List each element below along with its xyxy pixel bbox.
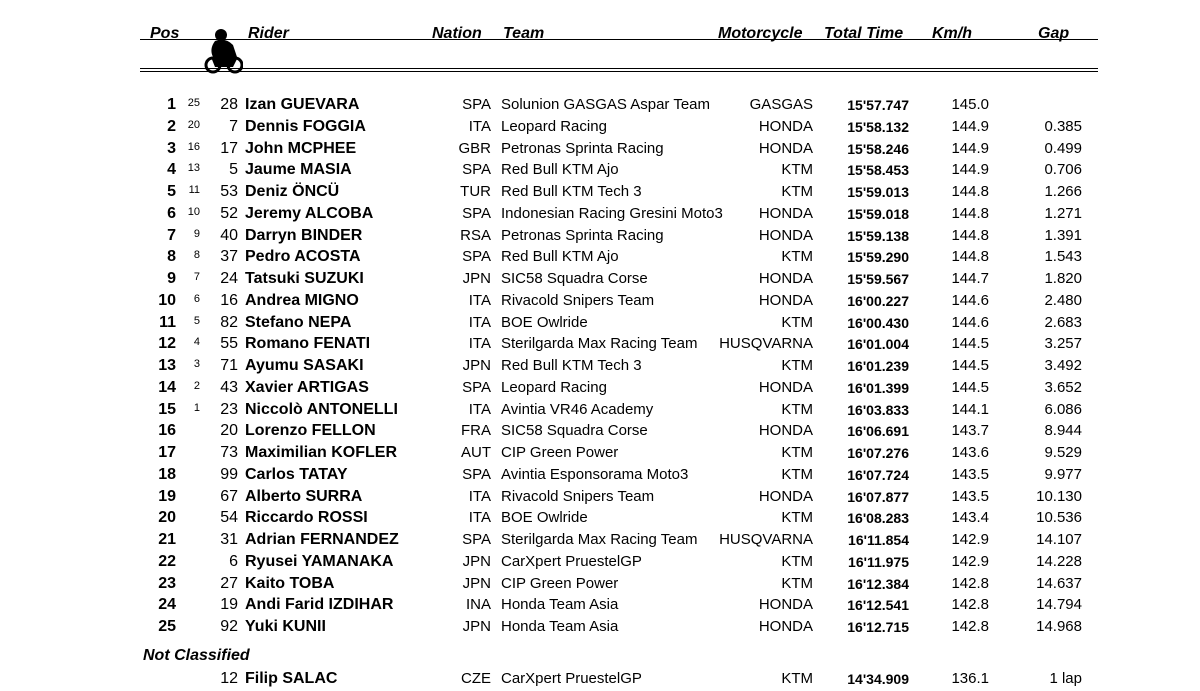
points-cell: 11: [188, 184, 200, 196]
motorcycle-cell: HONDA: [758, 422, 813, 440]
rider-cell: Izan GUEVARA: [245, 96, 360, 113]
header-total-time: Total Time: [824, 25, 904, 42]
table-row: [0, 443, 1200, 465]
rider-cell: Niccolò ANTONELLI: [245, 400, 398, 418]
header-motorcycle: Motorcycle: [718, 25, 803, 42]
motorcycle-cell: HONDA: [758, 226, 813, 244]
nation-cell: INA: [465, 596, 491, 614]
total-time-cell: 16'01.399: [847, 379, 909, 396]
number-cell: 5: [229, 161, 238, 179]
table-row: [0, 356, 1200, 378]
gap-cell: 6.086: [1044, 400, 1082, 418]
motorcycle-cell: HUSQVARNA: [719, 531, 813, 548]
header-team: Team: [503, 25, 545, 42]
rider-cell: Jaume MASIA: [245, 161, 352, 179]
nation-cell: GBR: [458, 139, 491, 157]
table-row: [0, 617, 1200, 639]
gap-cell: 14.794: [1036, 596, 1082, 614]
nation-cell: SPA: [462, 248, 491, 266]
total-time-cell: 16'00.430: [847, 314, 909, 331]
team-cell: Honda Team Asia: [501, 596, 619, 614]
number-cell: 12: [220, 670, 238, 687]
team-cell: Red Bull KTM Ajo: [501, 161, 619, 179]
rider-cell: Darryn BINDER: [245, 226, 363, 244]
gap-cell: 9.977: [1044, 465, 1082, 483]
number-cell: 31: [220, 531, 238, 548]
motorcycle-cell: HONDA: [758, 204, 813, 222]
number-cell: 6: [229, 552, 238, 570]
header-bottom-rule-2: [140, 71, 1098, 72]
team-cell: Red Bull KTM Ajo: [501, 248, 619, 266]
points-cell: 25: [187, 97, 200, 109]
nation-cell: TUR: [460, 183, 491, 200]
team-cell: Red Bull KTM Tech 3: [501, 183, 642, 200]
gap-cell: 2.683: [1044, 313, 1082, 331]
team-cell: Avintia VR46 Academy: [501, 400, 654, 418]
gap-cell: 0.706: [1044, 161, 1082, 179]
header-bottom-rule: [140, 68, 1098, 69]
gap-cell: 3.492: [1044, 357, 1082, 374]
nation-cell: ITA: [468, 313, 491, 331]
rider-cell: Xavier ARTIGAS: [245, 378, 369, 396]
table-row: [0, 400, 1200, 422]
rider-cell: Filip SALAC: [245, 670, 338, 687]
rider-cell: Kaito TOBA: [245, 574, 335, 592]
pos-cell: 4: [167, 161, 176, 179]
kmh-cell: 144.8: [951, 183, 989, 200]
table-row: [0, 117, 1200, 139]
motorcycle-cell: HONDA: [758, 291, 813, 309]
kmh-cell: 144.5: [951, 378, 989, 396]
table-row: [0, 313, 1200, 335]
results-header: [0, 22, 1200, 48]
kmh-cell: 144.7: [951, 270, 989, 287]
nation-cell: ITA: [468, 335, 491, 353]
not-classified-label: Not Classified: [143, 647, 250, 664]
gap-cell: 1.391: [1044, 226, 1082, 244]
table-row: [0, 574, 1200, 596]
nation-cell: ITA: [468, 400, 491, 418]
nation-cell: JPN: [462, 270, 491, 287]
team-cell: Honda Team Asia: [501, 618, 619, 635]
gap-cell: 0.385: [1044, 117, 1082, 135]
kmh-cell: 144.8: [951, 226, 989, 244]
rider-cell: Lorenzo FELLON: [245, 422, 376, 440]
nation-cell: ITA: [468, 117, 491, 135]
points-cell: 3: [193, 358, 200, 370]
total-time-cell: 16'03.833: [847, 401, 909, 418]
table-row: [0, 182, 1200, 204]
gap-cell: 2.480: [1044, 291, 1082, 309]
total-time-cell: 16'12.384: [847, 575, 909, 592]
nation-cell: ITA: [468, 509, 491, 527]
pos-cell: 25: [158, 618, 176, 635]
nation-cell: SPA: [462, 531, 491, 548]
rider-cell: Stefano NEPA: [245, 313, 352, 331]
number-cell: 53: [220, 183, 238, 200]
number-cell: 99: [220, 465, 238, 483]
nation-cell: RSA: [460, 226, 491, 244]
motorcycle-cell: HONDA: [758, 596, 813, 614]
number-cell: 73: [220, 444, 238, 461]
total-time-cell: 15'59.013: [847, 184, 909, 200]
rider-cell: Riccardo ROSSI: [245, 509, 368, 527]
motorcycle-cell: GASGAS: [749, 96, 813, 113]
points-cell: 5: [193, 314, 200, 327]
kmh-cell: 144.6: [951, 313, 989, 331]
rider-cell: Carlos TATAY: [245, 465, 348, 483]
header-nation: Nation: [432, 25, 482, 42]
kmh-cell: 144.5: [951, 335, 989, 353]
number-cell: 23: [220, 400, 238, 418]
rider-cell: Jeremy ALCOBA: [245, 204, 374, 222]
team-cell: CarXpert PruestelGP: [501, 670, 642, 687]
points-cell: 2: [193, 379, 200, 392]
gap-cell: 1.543: [1044, 248, 1082, 266]
points-cell: 16: [187, 140, 200, 153]
table-row: [0, 269, 1200, 291]
gap-cell: 14.228: [1036, 552, 1082, 570]
pos-cell: 24: [158, 596, 176, 614]
nation-cell: JPN: [462, 574, 491, 592]
gap-cell: 3.257: [1044, 335, 1082, 353]
motorcycle-cell: KTM: [781, 313, 813, 331]
team-cell: CarXpert PruestelGP: [501, 552, 642, 570]
table-row: [0, 334, 1200, 356]
number-cell: 43: [220, 378, 238, 396]
nation-cell: SPA: [462, 465, 491, 483]
table-row: [0, 139, 1200, 161]
nation-cell: AUT: [461, 444, 491, 461]
team-cell: SIC58 Squadra Corse: [501, 270, 648, 287]
total-time-cell: 16'00.227: [847, 292, 909, 309]
kmh-cell: 144.6: [951, 291, 989, 309]
total-time-cell: 16'11.975: [848, 553, 909, 570]
total-time-cell: 16'11.854: [848, 532, 909, 548]
team-cell: Petronas Sprinta Racing: [501, 226, 664, 244]
kmh-cell: 143.5: [951, 465, 989, 483]
rider-cell: Dennis FOGGIA: [245, 117, 366, 135]
total-time-cell: 14'34.909: [847, 671, 909, 687]
points-cell: 8: [193, 249, 200, 262]
table-row: [0, 552, 1200, 574]
kmh-cell: 144.8: [951, 248, 989, 266]
motorcycle-cell: KTM: [781, 248, 813, 266]
team-cell: Avintia Esponsorama Moto3: [501, 465, 689, 483]
motorcycle-cell: KTM: [781, 670, 813, 687]
number-cell: 92: [220, 618, 238, 635]
nation-cell: SPA: [462, 96, 491, 113]
nation-cell: CZE: [461, 670, 491, 687]
motorcycle-cell: HONDA: [758, 378, 813, 396]
total-time-cell: 16'01.004: [847, 336, 909, 353]
motorcycle-cell: HONDA: [758, 487, 813, 505]
team-cell: Petronas Sprinta Racing: [501, 139, 664, 157]
motorcycle-cell: HONDA: [758, 117, 813, 135]
pos-cell: 13: [158, 357, 176, 374]
total-time-cell: 16'07.724: [847, 466, 909, 483]
rider-cell: John MCPHEE: [245, 139, 357, 157]
kmh-cell: 136.1: [951, 670, 989, 687]
pos-cell: 17: [158, 444, 176, 461]
total-time-cell: 15'58.453: [847, 162, 909, 179]
team-cell: Indonesian Racing Gresini Moto3: [501, 204, 723, 222]
points-cell: 13: [187, 162, 200, 175]
team-cell: BOE Owlride: [501, 509, 588, 527]
pos-cell: 16: [158, 422, 176, 440]
rider-cell: Tatsuki SUZUKI: [245, 270, 364, 287]
motorcycle-cell: HONDA: [758, 618, 813, 635]
points-cell: 4: [193, 336, 200, 349]
team-cell: Red Bull KTM Tech 3: [501, 357, 642, 374]
rider-cell: Romano FENATI: [245, 335, 371, 353]
points-cell: 9: [193, 227, 200, 240]
kmh-cell: 142.8: [951, 618, 989, 635]
total-time-cell: 15'59.138: [847, 227, 909, 244]
motorcycle-cell: KTM: [781, 400, 813, 418]
number-cell: 54: [220, 509, 238, 527]
pos-cell: 9: [167, 270, 176, 287]
number-cell: 55: [220, 335, 238, 353]
motorcycle-cell: HUSQVARNA: [719, 335, 813, 353]
kmh-cell: 142.9: [951, 552, 989, 570]
rider-cell: Ayumu SASAKI: [245, 357, 364, 374]
total-time-cell: 16'12.541: [847, 597, 909, 614]
kmh-cell: 145.0: [951, 96, 989, 113]
total-time-cell: 15'58.246: [847, 140, 909, 157]
pos-cell: 10: [158, 291, 176, 309]
team-cell: BOE Owlride: [501, 313, 588, 331]
kmh-cell: 144.9: [951, 117, 989, 135]
pos-cell: 22: [158, 552, 176, 570]
pos-cell: 20: [158, 509, 176, 527]
pos-cell: 5: [167, 183, 176, 200]
table-row: [0, 508, 1200, 530]
total-time-cell: 15'58.132: [847, 118, 909, 135]
pos-cell: 11: [159, 313, 176, 331]
number-cell: 7: [229, 117, 238, 135]
table-row: [0, 421, 1200, 443]
motorcycle-cell: KTM: [781, 444, 813, 461]
team-cell: Rivacold Snipers Team: [501, 291, 655, 309]
kmh-cell: 144.9: [951, 139, 989, 157]
nation-cell: SPA: [462, 161, 491, 179]
header-rider: Rider: [248, 25, 289, 42]
gap-cell: 0.499: [1044, 139, 1082, 157]
table-row: [0, 465, 1200, 487]
gap-cell: 1.820: [1044, 270, 1082, 287]
kmh-cell: 144.9: [951, 161, 989, 179]
table-row: [0, 378, 1200, 400]
nation-cell: ITA: [468, 291, 491, 309]
rider-cell: Alberto SURRA: [245, 487, 363, 505]
motorcycle-cell: KTM: [781, 183, 813, 200]
number-cell: 28: [220, 96, 238, 113]
nation-cell: JPN: [462, 618, 491, 635]
gap-cell: 1.271: [1044, 204, 1082, 222]
total-time-cell: 16'12.715: [847, 619, 909, 635]
gap-cell: 3.652: [1044, 378, 1082, 396]
motorcycle-cell: HONDA: [758, 139, 813, 157]
team-cell: Rivacold Snipers Team: [501, 487, 655, 505]
pos-cell: 14: [158, 378, 176, 396]
number-cell: 37: [220, 248, 238, 266]
gap-cell: 10.536: [1036, 509, 1082, 527]
number-cell: 19: [220, 596, 238, 614]
rider-cell: Ryusei YAMANAKA: [245, 552, 394, 570]
kmh-cell: 143.4: [951, 509, 989, 527]
rider-cell: Adrian FERNANDEZ: [245, 531, 399, 548]
gap-cell: 14.968: [1036, 618, 1082, 635]
points-cell: 1: [193, 401, 200, 414]
team-cell: Sterilgarda Max Racing Team: [501, 531, 698, 548]
kmh-cell: 142.8: [951, 596, 989, 614]
gap-cell: 9.529: [1044, 444, 1082, 461]
total-time-cell: 15'59.018: [847, 205, 909, 222]
kmh-cell: 144.5: [951, 357, 989, 374]
motorcycle-cell: KTM: [781, 357, 813, 374]
pos-cell: 1: [167, 96, 176, 113]
kmh-cell: 143.5: [951, 487, 989, 505]
number-cell: 82: [220, 313, 238, 331]
table-row: [0, 595, 1200, 617]
gap-cell: 1.266: [1044, 183, 1082, 200]
number-cell: 20: [220, 422, 238, 440]
gap-cell: 8.944: [1044, 422, 1082, 440]
header-kmh: Km/h: [932, 25, 972, 42]
points-cell: 20: [187, 118, 200, 131]
team-cell: Sterilgarda Max Racing Team: [501, 335, 698, 353]
table-row: [0, 160, 1200, 182]
table-row: [0, 669, 1200, 691]
pos-cell: 15: [158, 400, 176, 418]
pos-cell: 3: [167, 139, 176, 157]
kmh-cell: 142.8: [951, 574, 989, 592]
total-time-cell: 16'06.691: [847, 423, 909, 440]
total-time-cell: 16'08.283: [847, 510, 909, 527]
team-cell: CIP Green Power: [501, 574, 619, 592]
number-cell: 24: [220, 270, 238, 287]
gap-cell: 14.107: [1036, 531, 1082, 548]
gap-cell: 1 lap: [1049, 670, 1082, 687]
kmh-cell: 143.6: [951, 444, 989, 461]
rider-cell: Deniz ÖNCÜ: [245, 183, 340, 200]
pos-cell: 12: [158, 335, 176, 353]
gap-cell: 10.130: [1036, 487, 1082, 505]
rider-cell: Pedro ACOSTA: [245, 248, 361, 266]
table-row: [0, 487, 1200, 509]
pos-cell: 6: [167, 204, 176, 222]
total-time-cell: 15'59.290: [847, 249, 909, 266]
gap-cell: 14.637: [1036, 574, 1082, 592]
number-cell: 17: [220, 139, 238, 157]
table-row: [0, 247, 1200, 269]
nation-cell: SPA: [462, 378, 491, 396]
table-row: [0, 226, 1200, 248]
points-cell: 10: [187, 205, 200, 218]
number-cell: 16: [220, 291, 238, 309]
motorcycle-cell: KTM: [781, 161, 813, 179]
nation-cell: JPN: [462, 552, 491, 570]
motorcycle-cell: HONDA: [758, 270, 813, 287]
motorcycle-cell: KTM: [781, 509, 813, 527]
nation-cell: FRA: [461, 422, 491, 440]
total-time-cell: 15'59.567: [847, 271, 909, 287]
team-cell: Leopard Racing: [501, 378, 607, 396]
number-cell: 40: [220, 226, 238, 244]
motorcycle-cell: KTM: [781, 574, 813, 592]
points-cell: 7: [193, 271, 200, 283]
table-row: [0, 204, 1200, 226]
number-cell: 52: [220, 204, 238, 222]
number-cell: 67: [220, 487, 238, 505]
kmh-cell: 144.8: [951, 204, 989, 222]
nation-cell: ITA: [468, 487, 491, 505]
motorcycle-cell: KTM: [781, 552, 813, 570]
motorcycle-cell: KTM: [781, 465, 813, 483]
table-row: [0, 95, 1200, 117]
pos-cell: 2: [167, 117, 176, 135]
number-cell: 71: [220, 357, 238, 374]
total-time-cell: 16'01.239: [847, 358, 909, 374]
kmh-cell: 144.1: [951, 400, 989, 418]
table-row: [0, 530, 1200, 552]
pos-cell: 8: [167, 248, 176, 266]
nation-cell: JPN: [462, 357, 491, 374]
total-time-cell: 16'07.877: [847, 488, 909, 505]
rider-cell: Maximilian KOFLER: [245, 444, 398, 461]
header-gap: Gap: [1038, 25, 1070, 42]
nation-cell: SPA: [462, 204, 491, 222]
pos-cell: 21: [158, 531, 176, 548]
points-cell: 6: [193, 292, 200, 305]
pos-cell: 23: [158, 574, 176, 592]
pos-cell: 18: [158, 465, 176, 483]
kmh-cell: 142.9: [951, 531, 989, 548]
total-time-cell: 16'07.276: [847, 445, 909, 461]
total-time-cell: 15'57.747: [847, 97, 909, 113]
table-row: [0, 291, 1200, 313]
team-cell: Leopard Racing: [501, 117, 607, 135]
team-cell: SIC58 Squadra Corse: [501, 422, 648, 440]
header-pos: Pos: [150, 25, 180, 42]
pos-cell: 19: [158, 487, 176, 505]
pos-cell: 7: [167, 226, 176, 244]
team-cell: CIP Green Power: [501, 444, 619, 461]
team-cell: Solunion GASGAS Aspar Team: [501, 96, 711, 113]
rider-cell: Yuki KUNII: [245, 618, 326, 635]
number-cell: 27: [220, 574, 238, 592]
rider-cell: Andi Farid IZDIHAR: [245, 596, 394, 614]
rider-cell: Andrea MIGNO: [245, 291, 359, 309]
kmh-cell: 143.7: [951, 422, 989, 440]
